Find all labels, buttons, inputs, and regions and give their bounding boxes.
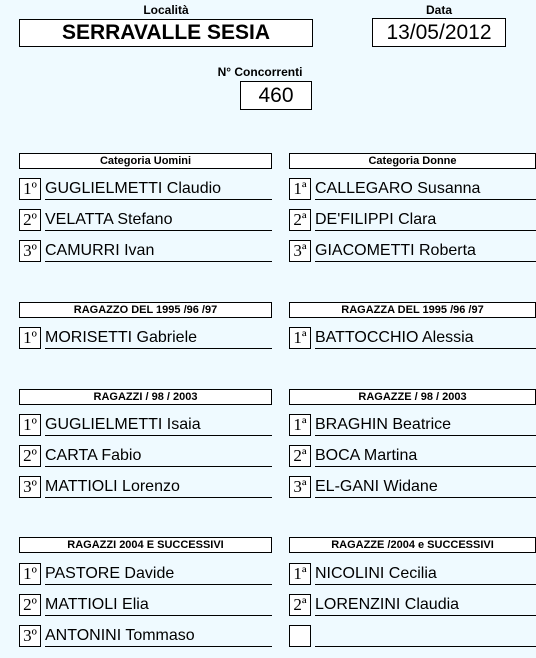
position-box-empty	[289, 625, 311, 647]
winner-name[interactable]: ANTONINI Tommaso	[45, 625, 272, 647]
winner-name[interactable]: MATTIOLI Lorenzo	[45, 476, 272, 498]
section-header-ragazzo-1995: RAGAZZO DEL 1995 /96 /97	[19, 302, 272, 318]
position-box: 2ª	[289, 209, 311, 231]
winner-name[interactable]: BOCA Martina	[315, 445, 536, 467]
concorrenti-field[interactable]	[240, 81, 312, 110]
position-box: 2ª	[289, 445, 311, 467]
concorrenti-value: 460	[258, 84, 294, 107]
position-box: 1º	[19, 327, 41, 349]
position-box: 3º	[19, 240, 41, 262]
winner-name[interactable]: GIACOMETTI Roberta	[315, 240, 536, 262]
data-label: Data	[425, 3, 452, 17]
concorrenti-label: N° Concorrenti	[217, 65, 303, 79]
position-box: 1ª	[289, 178, 311, 200]
position-box: 2ª	[289, 594, 311, 616]
winner-name[interactable]: EL-GANI Widane	[315, 476, 536, 498]
winner-name[interactable]: CAMURRI Ivan	[45, 240, 272, 262]
section-header-ragazze-2004: RAGAZZE /2004 e SUCCESSIVI	[289, 537, 536, 553]
winner-name[interactable]: BRAGHIN Beatrice	[315, 414, 536, 436]
data-field[interactable]	[372, 18, 506, 47]
position-box: 1º	[19, 414, 41, 436]
winner-name[interactable]: MATTIOLI Elia	[45, 594, 272, 616]
position-box: 1ª	[289, 414, 311, 436]
section-header-ragazze-98: RAGAZZE / 98 / 2003	[289, 389, 536, 405]
position-box: 2º	[19, 445, 41, 467]
winner-name[interactable]: CALLEGARO Susanna	[315, 178, 536, 200]
section-header-ragazza-1995: RAGAZZA DEL 1995 /96 /97	[289, 302, 536, 318]
winner-name[interactable]: GUGLIELMETTI Isaia	[45, 414, 272, 436]
position-box: 2º	[19, 209, 41, 231]
localita-field[interactable]	[19, 19, 313, 47]
position-box: 1º	[19, 178, 41, 200]
position-box: 1ª	[289, 327, 311, 349]
section-header-uomini: Categoria Uomini	[19, 153, 272, 169]
winner-name[interactable]: VELATTA Stefano	[45, 209, 272, 231]
localita-value: SERRAVALLE SESIA	[61, 21, 271, 44]
position-box: 3º	[19, 625, 41, 647]
winner-name[interactable]: BATTOCCHIO Alessia	[315, 327, 536, 349]
winner-name[interactable]: MORISETTI Gabriele	[45, 327, 272, 349]
winner-name[interactable]: CARTA Fabio	[45, 445, 272, 467]
winner-name[interactable]: PASTORE Davide	[45, 563, 272, 585]
localita-label: Località	[143, 3, 189, 17]
data-value: 13/05/2012	[386, 21, 492, 44]
winner-name[interactable]: GUGLIELMETTI Claudio	[45, 178, 272, 200]
position-box: 3º	[19, 476, 41, 498]
position-box: 3ª	[289, 240, 311, 262]
position-box: 2º	[19, 594, 41, 616]
position-box: 1ª	[289, 563, 311, 585]
winner-name[interactable]: NICOLINI Cecilia	[315, 563, 536, 585]
winner-name[interactable]: LORENZINI Claudia	[315, 594, 536, 616]
winner-name[interactable]: DE'FILIPPI Clara	[315, 209, 536, 231]
position-box: 3ª	[289, 476, 311, 498]
position-box: 1º	[19, 563, 41, 585]
section-header-donne: Categoria Donne	[289, 153, 536, 169]
section-header-ragazzi-2004: RAGAZZI 2004 E SUCCESSIVI	[19, 537, 272, 553]
section-header-ragazzi-98: RAGAZZI / 98 / 2003	[19, 389, 272, 405]
winner-name-empty[interactable]	[315, 625, 536, 647]
